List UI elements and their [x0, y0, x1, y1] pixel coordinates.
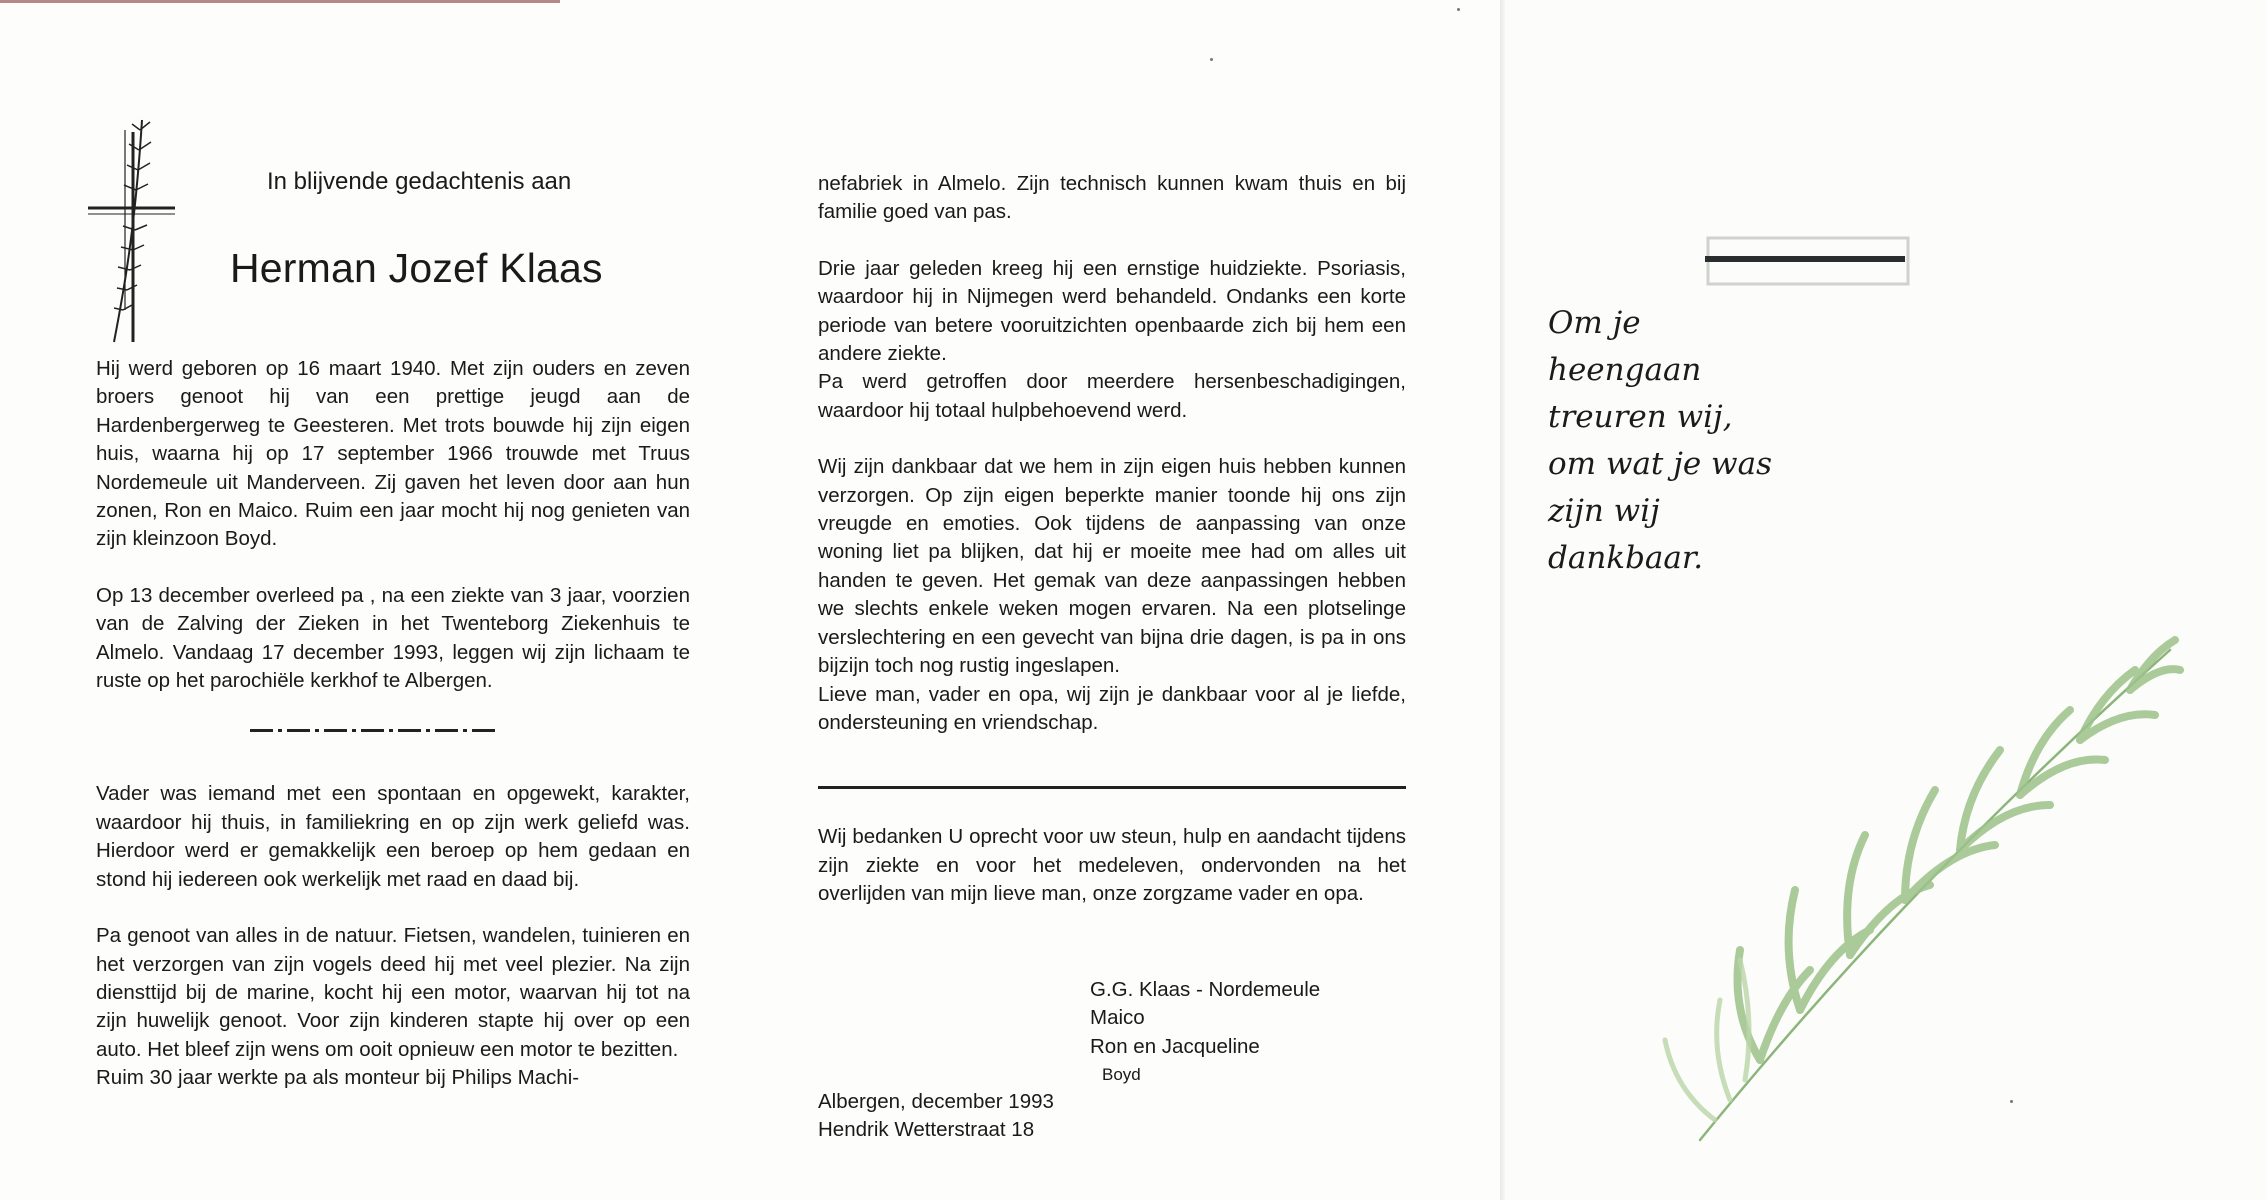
- address: Hendrik Wetterstraat 18: [818, 1118, 1035, 1142]
- speck: [2010, 1100, 2013, 1103]
- paragraph-work-cont: nefabriek in Almelo. Zijn technisch kunnen kwam thuis en bij familie goed van pas.: [818, 172, 1406, 224]
- large-cross-icon: [1505, 0, 2266, 1200]
- signers-block: [1090, 976, 1320, 1090]
- deceased-name: Herman Jozef Klaas: [230, 245, 603, 291]
- signer: Boyd: [1102, 1065, 1141, 1085]
- card-cover-page: [1505, 0, 2266, 1200]
- signer: Maico: [1090, 1006, 1145, 1030]
- poem-line: zijn wij: [1548, 493, 1660, 529]
- poem-line: dankbaar.: [1548, 540, 1704, 576]
- memorial-poem: [1548, 300, 1848, 582]
- speck: [1210, 58, 1213, 61]
- speck: [1457, 8, 1460, 11]
- cross-with-palm-icon: [80, 110, 190, 350]
- memorial-heading: In blijvende gedachtenis aan: [267, 168, 572, 195]
- paragraph-nature: Pa genoot van alles in de natuur. Fietsen, wandelen, tuinieren en het verzorgen van zijn vogels deed hij met veel plezier. Na zijn diensttijd bij de marine, kocht hij een motor, waarvan hij tot na zijn huwelijk genoot. Voor zijn kinderen stapte hij over op een auto. Het bleef zijn wens om ooit opnieuw een motor te bezitten.: [96, 924, 690, 1061]
- paragraph-thanks: Wij bedanken U oprecht voor uw steun, hulp en aandacht tijdens zijn ziekte en voor het medeleven, ondervonden na het overlijden van mijn lieve man, onze zorgzame vader en opa.: [818, 825, 1406, 906]
- poem-line: treuren wij,: [1548, 399, 1733, 435]
- place-date: Albergen, december 1993: [818, 1090, 1054, 1113]
- divider-rule: [818, 786, 1406, 789]
- paragraph-character: Vader was iemand met een spontaan en opgewekt, karakter, waardoor hij thuis, in familiekring en op zijn werk geliefd was. Hierdoor werd er gemakkelijk een beroep op hem gedaan en stond hij iedereen ook werkelijk met raad en daad bij.: [96, 782, 690, 891]
- place-and-address: [818, 1088, 1054, 1145]
- paragraph-brain-damage: Pa werd getroffen door meerdere hersenbeschadigingen, waardoor hij totaal hulpbehoevend werd.: [818, 370, 1406, 422]
- signer: G.G. Klaas - Nordemeule: [1090, 978, 1321, 1001]
- paragraph-birth-family: Hij werd geboren op 16 maart 1940. Met zijn ouders en zeven broers genoot hij van een prettige jeugd aan de Hardenbergerweg te Geesteren. Met trots bouwde hij zijn eigen huis, waarna hij op 17 september 1966 trouwde met Truus Nordemeule uit Manderveen. Zij gaven het leven door aan hun zonen, Ron en Maico. Ruim een jaar mocht hij nog genieten van zijn kleinzoon Boyd.: [96, 357, 690, 551]
- paragraph-work: Ruim 30 jaar werkte pa als monteur bij Philips Machi-: [96, 1066, 580, 1090]
- torn-edge-line: [0, 0, 560, 3]
- biography-column-right: [818, 170, 1406, 909]
- signer: Ron en Jacqueline: [1090, 1034, 1260, 1058]
- poem-line: Om je: [1548, 305, 1641, 341]
- paragraph-death: Op 13 december overleed pa , na een ziekte van 3 jaar, voorzien van de Zalving der Zieken in het Twenteborg Ziekenhuis te Almelo. Vandaag 17 december 1993, leggen wij zijn lichaam te ruste op het parochiële kerkhof te Albergen.: [96, 583, 690, 693]
- poem-line: heengaan: [1548, 352, 1702, 388]
- poem-line: om wat je was: [1548, 446, 1772, 482]
- dash-dot-divider: [250, 722, 500, 740]
- paragraph-illness: Drie jaar geleden kreeg hij een ernstige huidziekte. Psoriasis, waardoor hij in Nijmegen werd behandeld. Ondanks een korte periode van betere vooruitzichten openbaarde zich bij hem een andere ziekte.: [818, 256, 1406, 366]
- paragraph-farewell: Lieve man, vader en opa, wij zijn je dankbaar voor al je liefde, ondersteuning en vriendschap.: [818, 682, 1406, 734]
- paragraph-gratitude: Wij zijn dankbaar dat we hem in zijn eigen huis hebben kunnen verzorgen. Op zijn eigen beperkte manier toonde hij ons zijn vreugde en emoties. Ook tijdens de aanpassing van onze woning liet pa blijken, dat hij er moeite mee had om alles uit handen te geven. Het gemak van deze aanpassingen hebben we slechts enkele weken mogen ervaren. Na een plotselinge verslechtering en een gevecht van bijna drie dagen, is pa in ons bijzijn toch nog rustig ingeslapen.: [818, 455, 1406, 678]
